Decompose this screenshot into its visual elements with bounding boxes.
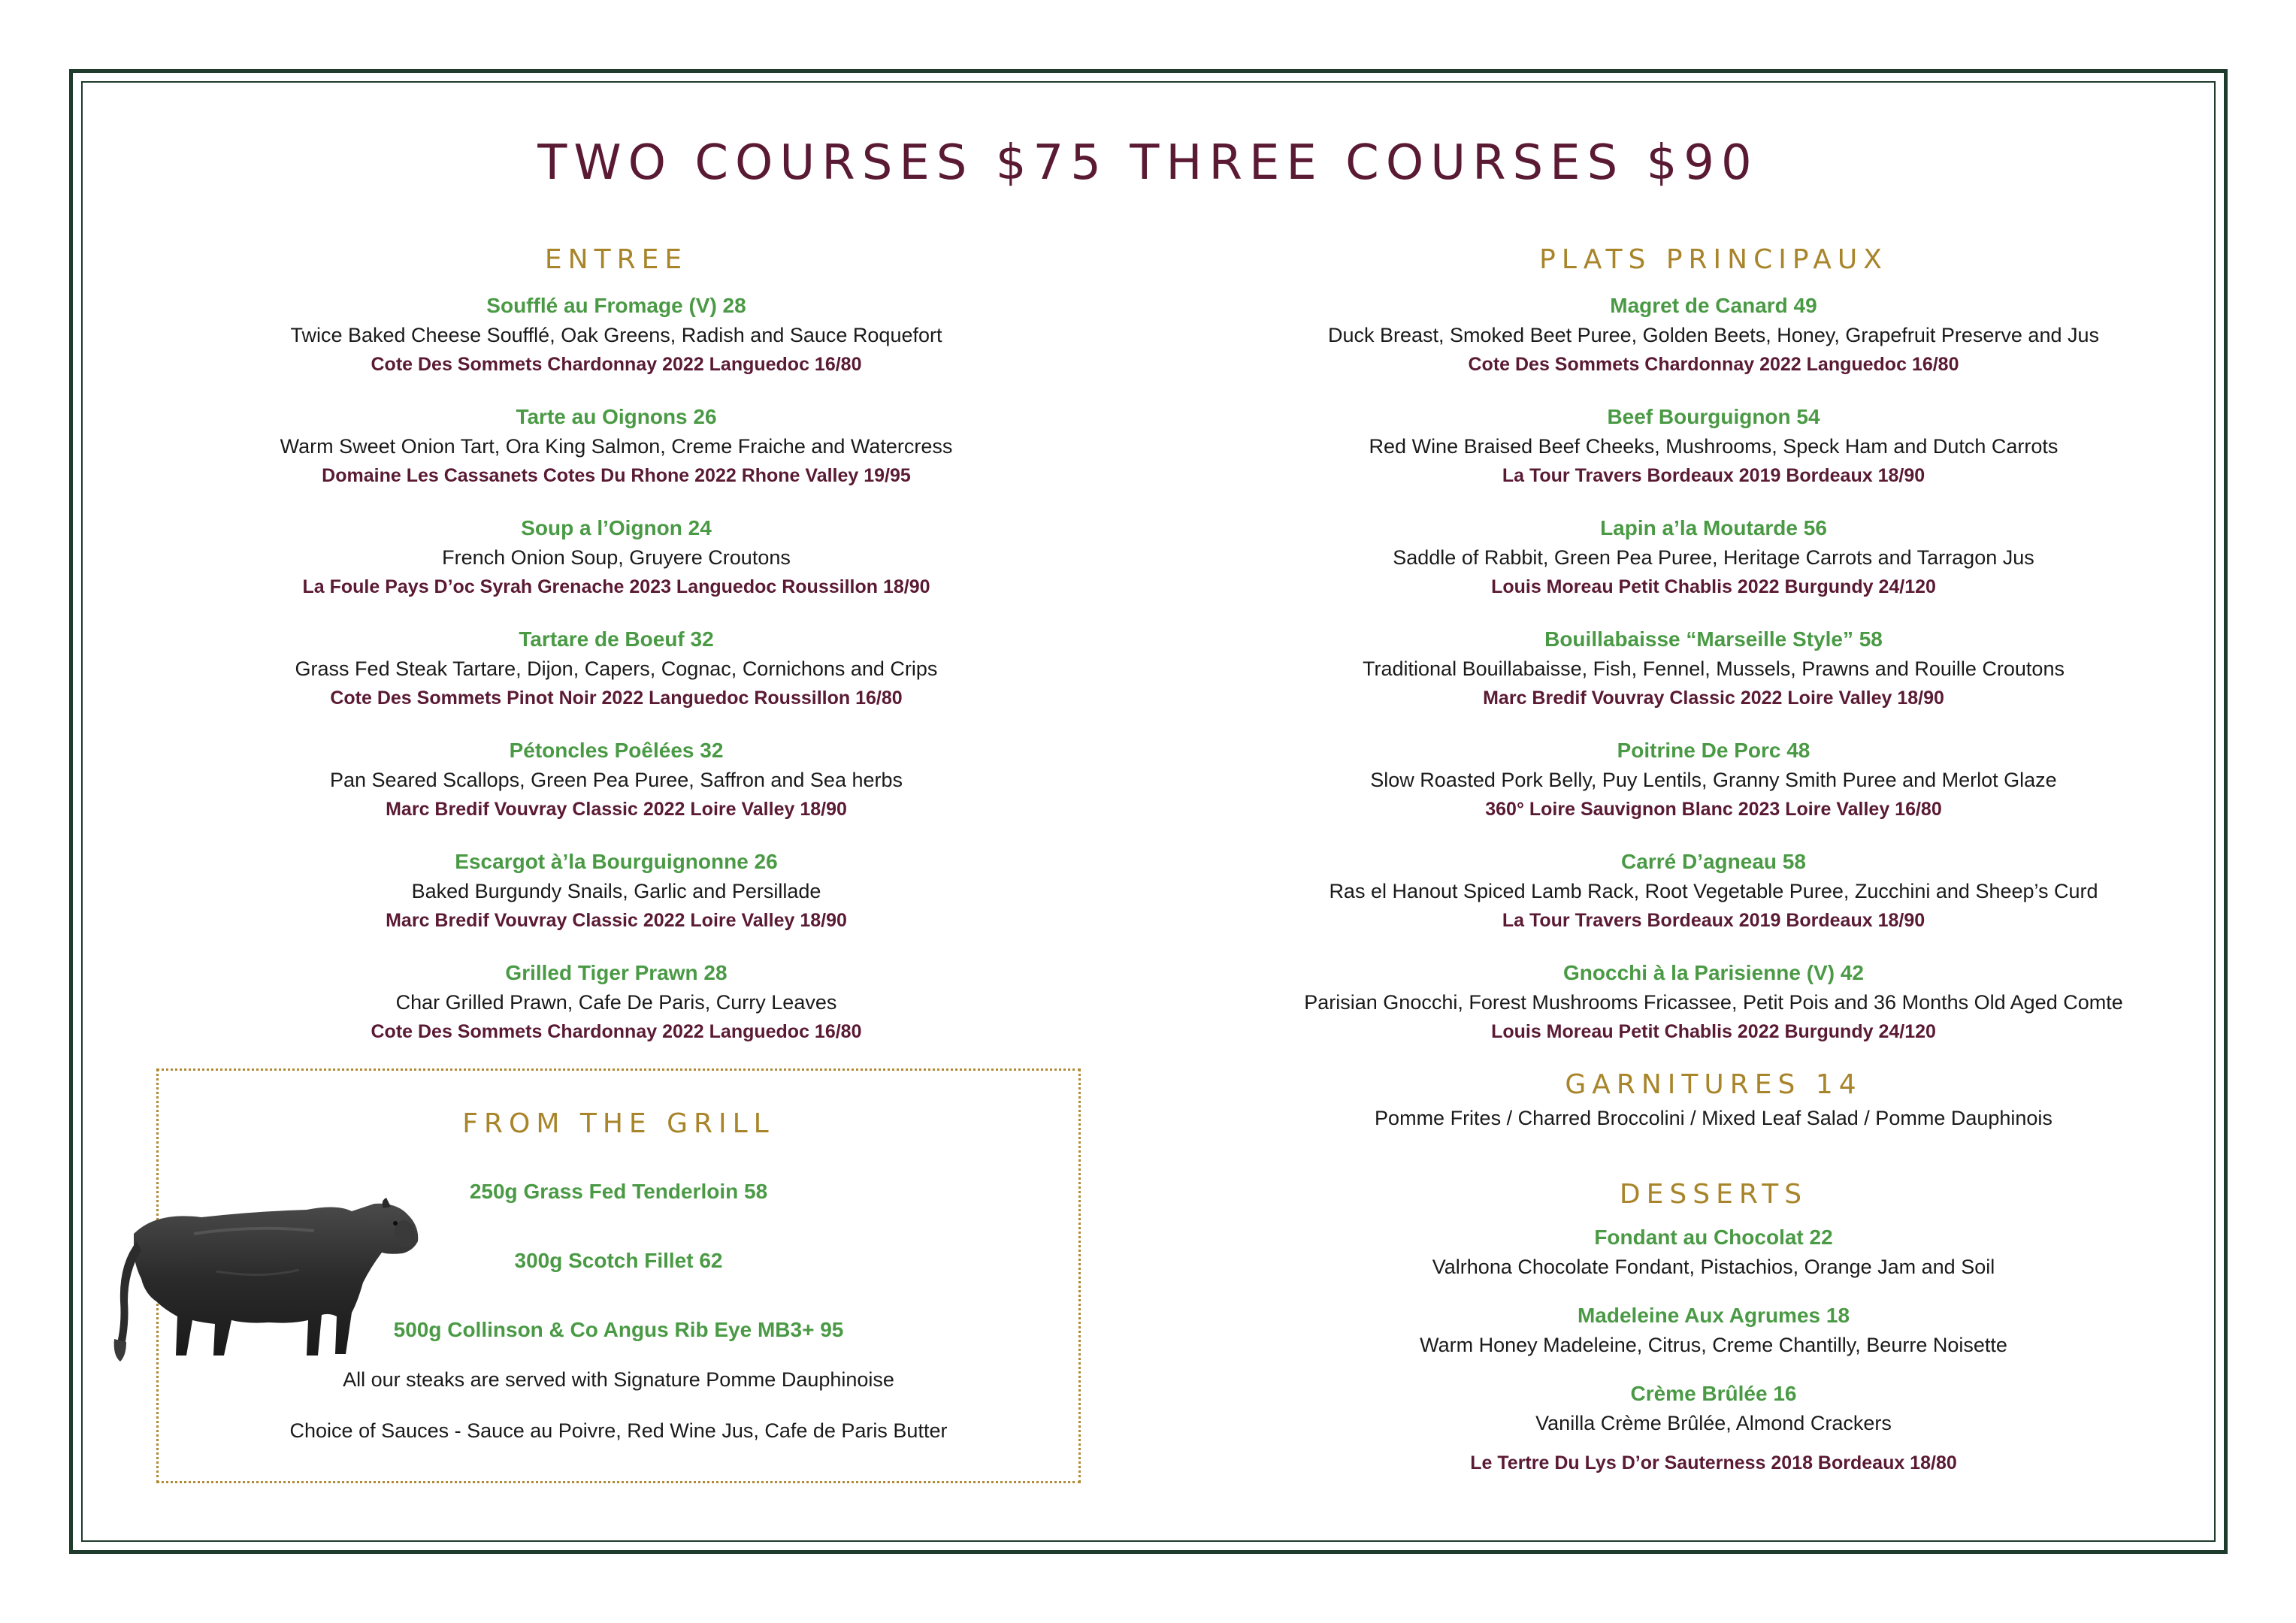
dish-description: Warm Sweet Onion Tart, Ora King Salmon, Creme Fraiche and Watercress [280,435,953,458]
menu-item [195,514,1037,601]
menu-item [195,403,1037,490]
wine-pairing: Louis Moreau Petit Chablis 2022 Burgundy 24/120 [1491,576,1936,597]
dish-name: Escargot à’la Bourguignonne 26 [455,850,778,873]
menu-item [195,625,1037,712]
dish-description: Traditional Bouillabaisse, Fish, Fennel, Mussels, Prawns and Rouille Croutons [1363,657,2065,680]
dish-name: Grilled Tiger Prawn 28 [505,961,728,984]
dish-description: Ras el Hanout Spiced Lamb Rack, Root Vegetable Puree, Zucchini and Sheep’s Curd [1329,880,2098,902]
grill-item: 300g Scotch Fillet 62 [514,1249,723,1272]
wine-pairing: Cote Des Sommets Chardonnay 2022 Languedoc 16/80 [371,1021,862,1042]
dish-name: Bouillabaisse “Marseille Style” 58 [1544,627,1883,651]
dish-description: Baked Burgundy Snails, Garlic and Persillade [411,880,821,902]
menu-item [195,848,1037,935]
dish-description: French Onion Soup, Gruyere Croutons [442,546,791,569]
dish-name: Madeleine Aux Agrumes 18 [1577,1304,1850,1327]
dish-description: Pan Seared Scallops, Green Pea Puree, Saffron and Sea herbs [330,769,903,791]
dish-description: Duck Breast, Smoked Beet Puree, Golden Beets, Honey, Grapefruit Preserve and Jus [1327,324,2099,346]
from-the-grill-title: FROM THE GRILL [462,1108,775,1139]
grill-item: 250g Grass Fed Tenderloin 58 [469,1180,768,1203]
dish-description: Parisian Gnocchi, Forest Mushrooms Fricassee, Petit Pois and 36 Months Old Aged Comte [1304,991,2123,1014]
garnitures-section [1202,1067,2225,1133]
dish-name: Carré D’agneau 58 [1621,850,1806,873]
menu-item [1202,848,2225,935]
desserts-title: DESSERTS [1619,1179,1808,1210]
menu-item [1202,1223,2225,1282]
dish-name: Soup a l’Oignon 24 [521,516,712,539]
wine-pairing: Louis Moreau Petit Chablis 2022 Burgundy 24/120 [1491,1021,1936,1042]
dish-description: Char Grilled Prawn, Cafe De Paris, Curry Leaves [395,991,837,1014]
grill-item: 500g Collinson & Co Angus Rib Eye MB3+ 95 [393,1318,844,1341]
wine-pairing: Marc Bredif Vouvray Classic 2022 Loire Valley 18/90 [386,799,847,820]
wine-pairing: La Tour Travers Bordeaux 2019 Bordeaux 18/90 [1502,910,1925,931]
menu-item [1202,403,2225,490]
entree-title: ENTREE [544,244,688,275]
dish-name: Tarte au Oignons 26 [516,405,717,428]
wine-pairing: Marc Bredif Vouvray Classic 2022 Loire Valley 18/90 [1483,688,1944,709]
wine-pairing: 360° Loire Sauvignon Blanc 2023 Loire Valley 16/80 [1485,799,1942,820]
menu-item [1202,514,2225,601]
wine-pairing: La Tour Travers Bordeaux 2019 Bordeaux 18/90 [1502,465,1925,486]
wine-pairing: Domaine Les Cassanets Cotes Du Rhone 2022 Rhone Valley 19/95 [322,465,911,486]
dish-name: Gnocchi à la Parisienne (V) 42 [1563,961,1864,984]
sauce-choice-note: Choice of Sauces - Sauce au Poivre, Red Wine Jus, Cafe de Paris Butter [289,1419,948,1442]
from-the-grill-heading [156,1106,1081,1156]
plats-principaux-title: PLATS PRINCIPAUX [1539,244,1888,275]
steak-side-note: All our steaks are served with Signature Pomme Dauphinoise [343,1368,894,1391]
bull-image [104,1181,434,1384]
dish-name: Crème Brûlée 16 [1630,1382,1797,1405]
menu-item [195,736,1037,824]
dish-name: Soufflé au Fromage (V) 28 [486,294,746,317]
dish-description: Slow Roasted Pork Belly, Puy Lentils, Granny Smith Puree and Merlot Glaze [1370,769,2057,791]
dish-name: Poitrine De Porc 48 [1617,739,1810,762]
dish-name: Magret de Canard 49 [1610,294,1817,317]
dish-name: Pétoncles Poêlées 32 [509,739,724,762]
entree-section [195,242,1037,1070]
dish-description: Twice Baked Cheese Soufflé, Oak Greens, Radish and Sauce Roquefort [290,324,942,346]
menu-item [195,959,1037,1046]
wine-pairing: Cote Des Sommets Chardonnay 2022 Languedoc 16/80 [371,354,862,375]
menu-item [1202,736,2225,824]
dish-description: Warm Honey Madeleine, Citrus, Creme Chantilly, Beurre Noisette [1420,1334,2007,1356]
dish-description: Vanilla Crème Brûlée, Almond Crackers [1535,1412,1892,1434]
menu-item [1202,625,2225,712]
dish-name: Lapin a’la Moutarde 56 [1600,516,1827,539]
menu-item [1202,292,2225,379]
menu-item [1202,1301,2225,1360]
dish-description: Saddle of Rabbit, Green Pea Puree, Heritage Carrots and Tarragon Jus [1393,546,2034,569]
dish-name: Beef Bourguignon 54 [1607,405,1820,428]
wine-pairing: La Foule Pays D’oc Syrah Grenache 2023 Languedoc Roussillon 18/90 [302,576,930,597]
menu-item [1202,959,2225,1046]
dish-description: Valrhona Chocolate Fondant, Pistachios, Orange Jam and Soil [1432,1256,1995,1278]
menu-item [195,292,1037,379]
dish-name: Tartare de Boeuf 32 [519,627,714,651]
wine-pairing: Cote Des Sommets Pinot Noir 2022 Languedoc Roussillon 16/80 [330,688,903,709]
dish-description: Red Wine Braised Beef Cheeks, Mushrooms, Speck Ham and Dutch Carrots [1369,435,2059,458]
wine-pairing: Cote Des Sommets Chardonnay 2022 Languedoc 16/80 [1468,354,1959,375]
garnitures-list: Pomme Frites / Charred Broccolini / Mixed Leaf Salad / Pomme Dauphinois [1375,1107,2052,1129]
dish-description: Grass Fed Steak Tartare, Dijon, Capers, Cognac, Cornichons and Crips [295,657,938,680]
dish-name: Fondant au Chocolat 22 [1594,1226,1833,1249]
garnitures-title: GARNITURES 14 [1565,1069,1862,1100]
wine-pairing: Marc Bredif Vouvray Classic 2022 Loire Valley 18/90 [386,910,847,931]
menu-price-headline: TWO COURSES $75 THREE COURSES $90 [537,135,1759,191]
desserts-section [1202,1177,2225,1477]
dessert-wine-pairing: Le Tertre Du Lys D’or Sauterness 2018 Bordeaux 18/80 [1470,1452,1957,1473]
plats-principaux-section [1202,242,2225,1070]
menu-item [1202,1380,2225,1438]
